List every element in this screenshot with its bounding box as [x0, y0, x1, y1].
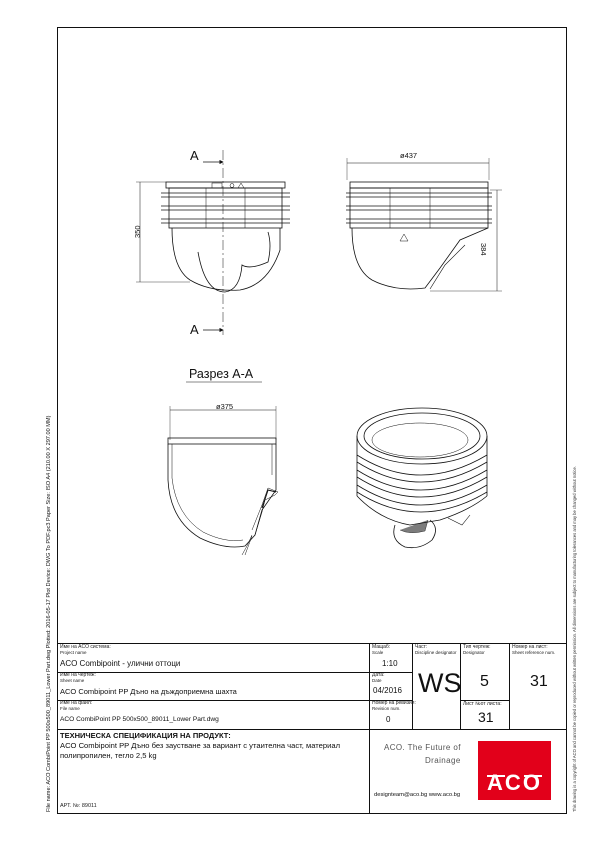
isometric-view	[357, 408, 487, 548]
sheet-number-value: 31	[478, 709, 494, 725]
dimension-384: 384	[479, 243, 488, 256]
contact-info[interactable]: designteam@aco.bg www.aco.bg	[374, 792, 461, 798]
section-marker-top: A	[190, 148, 199, 163]
side-view	[346, 158, 502, 291]
file-info-side-text: File name: ACO CombiPoint PP 500x500_89011_Lower Part.dwg Plotted: 2016-05-17 Plot Device: DWG To PDF.pc3 Paper Size: ISO A4 (210.00 X 297.00 MM)	[46, 415, 52, 812]
file-name-label: Име на файл:	[60, 700, 93, 706]
project-label-en: Project name	[60, 650, 87, 655]
date-label: Дата:	[372, 672, 385, 678]
part-value: WS	[418, 668, 462, 698]
project-name: ACO Combipoint - улични оттоци	[60, 659, 181, 668]
dimension-diameter-437: ø437	[400, 151, 418, 160]
revision-value: 0	[386, 715, 391, 724]
scale-value: 1:10	[382, 659, 398, 668]
slogan-line-2: Drainage	[425, 756, 461, 765]
date-label-en: Date	[372, 678, 382, 683]
sheet-ref-label-en: Sheet reference num.	[512, 650, 556, 655]
article-number: АРТ. №: 89011	[60, 803, 97, 809]
sheet-name-label-en: Sheet name	[60, 678, 85, 683]
drawing-type-label-en: Designator	[463, 650, 485, 655]
part-label: Част:	[415, 644, 428, 650]
sheet-ref-label: Номер на лист:	[512, 644, 548, 650]
spec-line-2: полипропилен, тегло 2,5 kg	[60, 751, 157, 760]
drawing-type-label: Тип чертеж:	[463, 644, 491, 650]
section-marker-bottom: A	[190, 322, 199, 337]
sheet-number-label: Лист №от листа:	[463, 701, 502, 707]
spec-line-1: ACO Combipoint PP Дъно без заустване за вариант с утаителна част, материал	[60, 741, 341, 750]
spec-label: ТЕХНИЧЕСКА СПЕЦИФИКАЦИЯ НА ПРОДУКТ:	[60, 731, 231, 740]
file-name: ACO CombiPoint PP 500x500_89011_Lower Part.dwg	[60, 716, 219, 723]
section-title: Разрез А-А	[189, 367, 254, 381]
sheet-name: ACO Combipoint PP Дъно на дъждоприемна шахта	[60, 687, 237, 696]
sheet-ref-value: 31	[530, 673, 548, 690]
aco-logo	[478, 741, 551, 800]
project-label: Име на ACO система:	[60, 644, 111, 650]
file-name-label-en: File name	[60, 706, 80, 711]
front-view	[136, 150, 290, 335]
aco-logo-text: ACO	[487, 770, 542, 795]
date-value: 04/2016	[373, 686, 402, 695]
copyright-side-text: This drawing is a copyright of ACO and cannot be copied or reproduced without written permission. All dimensions are subject to manufacturing tolerances and may be changed without notice.	[572, 466, 577, 812]
scale-label: Мащаб:	[372, 644, 391, 650]
drawing-type-value: 5	[480, 673, 489, 690]
revision-label: Номер на ревизия:	[372, 700, 416, 706]
sheet-name-label: Име на чертеж:	[60, 672, 96, 678]
scale-label-en: Scale	[372, 650, 384, 655]
revision-label-en: Revision num.	[372, 706, 401, 711]
dimension-350: 350	[133, 225, 142, 238]
dimension-diameter-375: ø375	[216, 402, 234, 411]
slogan-line-1: ACO. The Future of	[384, 743, 461, 752]
part-label-en: Discipline designator	[415, 650, 457, 655]
